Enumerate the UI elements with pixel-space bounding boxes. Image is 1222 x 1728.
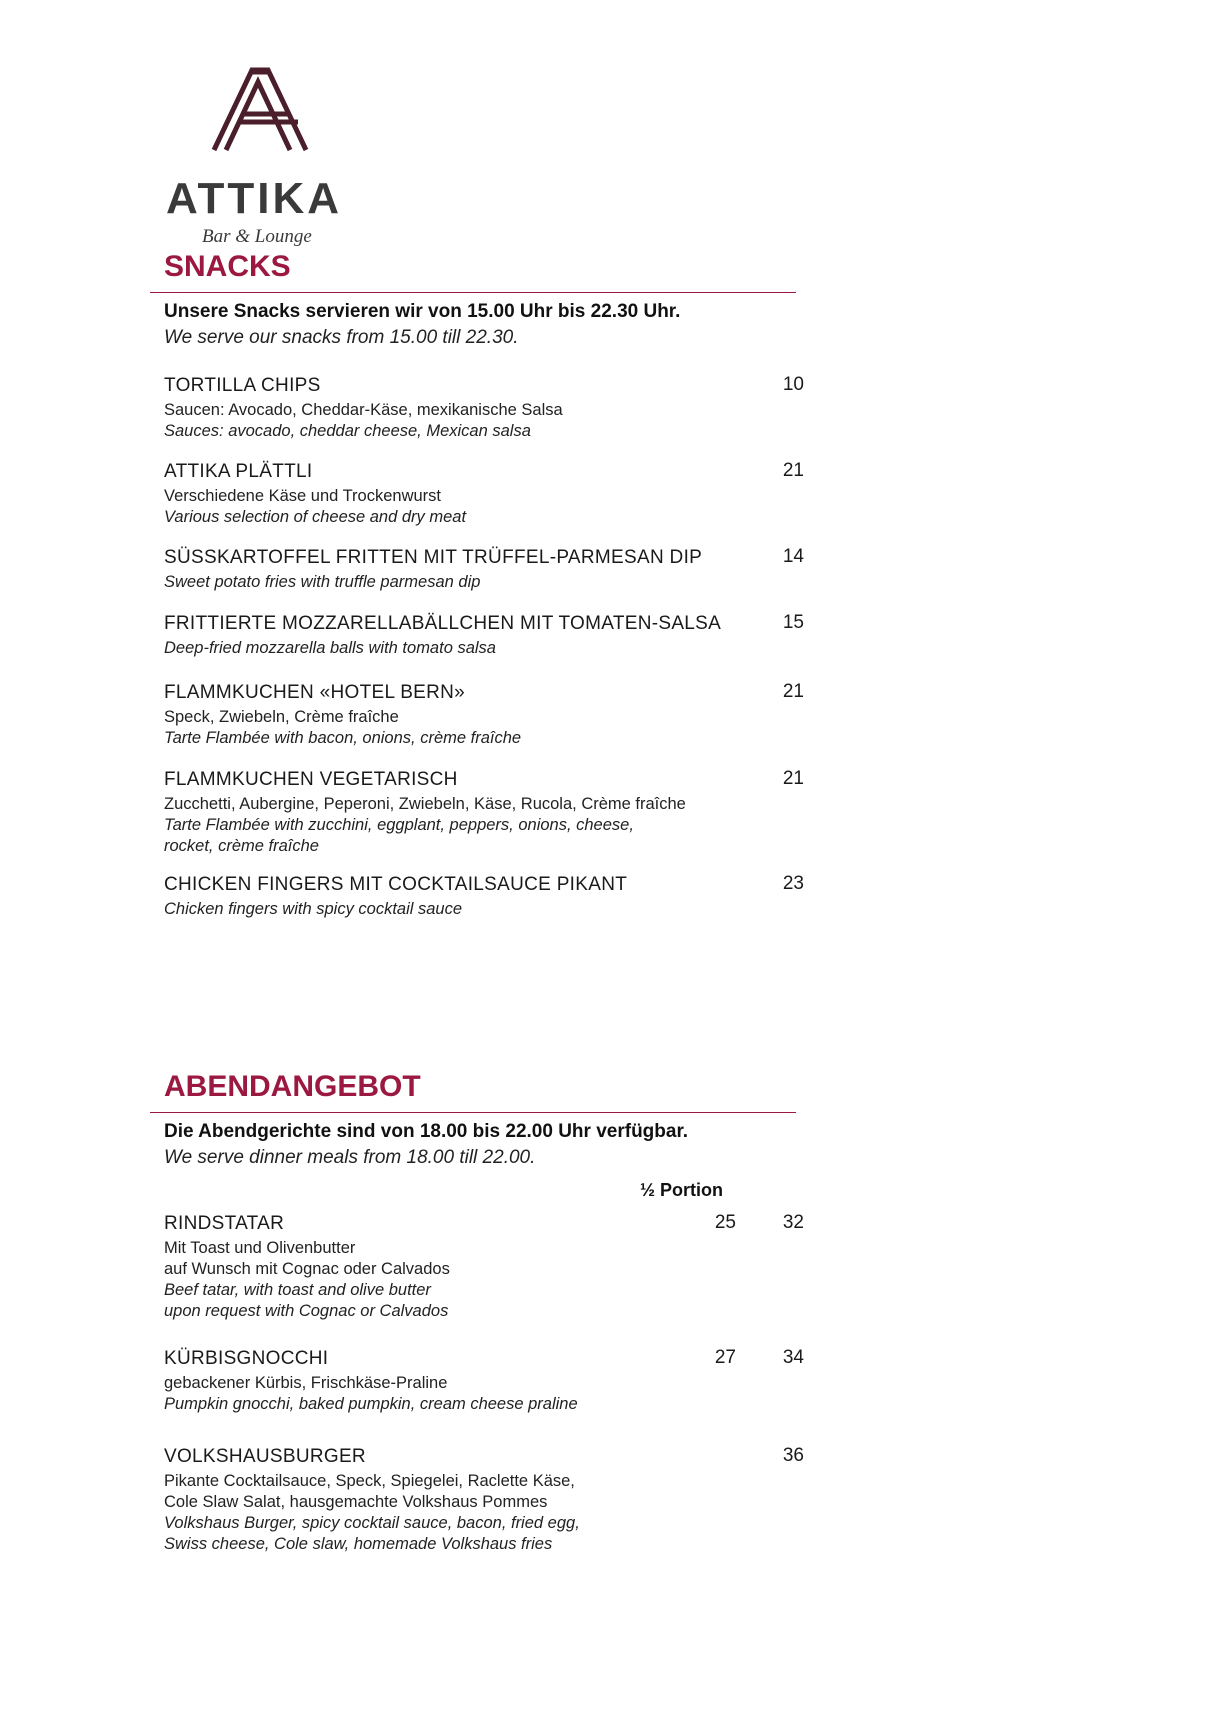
menu-item	[164, 1445, 804, 1555]
item-price: 23	[782, 873, 804, 894]
item-description-de: gebackener Kürbis, Frischkäse-Praline	[164, 1374, 448, 1392]
item-name: VOLKSHAUSBURGER	[164, 1446, 366, 1467]
item-description-de: Speck, Zwiebeln, Crème fraîche	[164, 708, 399, 726]
snacks-intro-en: We serve our snacks from 15.00 till 22.30.	[164, 327, 519, 348]
dinner-title: ABENDANGEBOT	[164, 1070, 421, 1103]
item-description-en: rocket, crème fraîche	[164, 837, 319, 855]
item-price: 21	[782, 681, 804, 702]
menu-item	[164, 681, 804, 749]
item-price: 14	[782, 546, 804, 567]
menu-item	[164, 768, 804, 857]
item-description-de: Zucchetti, Aubergine, Peperoni, Zwiebeln, Käse, Rucola, Crème fraîche	[164, 795, 686, 813]
dinner-section	[150, 1070, 804, 1630]
dinner-intro-en: We serve dinner meals from 18.00 till 22.00.	[164, 1147, 536, 1168]
item-name: FLAMMKUCHEN «HOTEL BERN»	[164, 682, 466, 703]
menu-item	[164, 873, 804, 920]
brand-logo	[150, 66, 390, 256]
item-name: ATTIKA PLÄTTLI	[164, 461, 313, 482]
item-name: CHICKEN FINGERS MIT COCKTAILSAUCE PIKANT	[164, 874, 628, 895]
item-price: 21	[782, 768, 804, 789]
dinner-divider	[150, 1112, 796, 1113]
snacks-intro-de: Unsere Snacks servieren wir von 15.00 Uhr bis 22.30 Uhr.	[164, 301, 681, 322]
item-price: 34	[782, 1347, 804, 1368]
item-description-en: Various selection of cheese and dry meat	[164, 508, 467, 526]
snacks-section	[150, 250, 804, 950]
item-description-de: Mit Toast und Olivenbutter	[164, 1239, 356, 1257]
item-name: FRITTIERTE MOZZARELLABÄLLCHEN MIT TOMATEN-SALSA	[164, 613, 722, 634]
item-description-en: Pumpkin gnocchi, baked pumpkin, cream cheese praline	[164, 1395, 578, 1413]
menu-item	[164, 460, 804, 528]
item-price: 21	[782, 460, 804, 481]
attika-a-mark-icon	[206, 66, 336, 152]
item-name: FLAMMKUCHEN VEGETARISCH	[164, 769, 458, 790]
brand-subtitle: Bar & Lounge	[202, 226, 312, 247]
menu-item	[164, 1347, 804, 1415]
item-description-en: Tarte Flambée with zucchini, eggplant, peppers, onions, cheese,	[164, 816, 634, 834]
item-price-half: 27	[714, 1347, 736, 1368]
item-price: 36	[782, 1445, 804, 1466]
menu-item	[164, 546, 804, 593]
item-name: SÜSSKARTOFFEL FRITTEN MIT TRÜFFEL-PARMESAN DIP	[164, 547, 703, 568]
item-price: 32	[782, 1212, 804, 1233]
half-portion-header: ½ Portion	[640, 1180, 724, 1200]
item-price: 10	[782, 374, 804, 395]
item-description-en: Sweet potato fries with truffle parmesan dip	[164, 573, 481, 591]
menu-item	[164, 1212, 804, 1322]
item-price: 15	[782, 612, 804, 633]
menu-item	[164, 374, 804, 442]
snacks-title: SNACKS	[164, 250, 291, 283]
item-description-en: Volkshaus Burger, spicy cocktail sauce, bacon, fried egg,	[164, 1514, 580, 1532]
item-name: TORTILLA CHIPS	[164, 375, 321, 396]
item-description-en: Chicken fingers with spicy cocktail sauce	[164, 900, 463, 918]
snacks-divider	[150, 292, 796, 293]
item-description-de: Verschiedene Käse und Trockenwurst	[164, 487, 441, 505]
item-description-de: Pikante Cocktailsauce, Speck, Spiegelei, Raclette Käse,	[164, 1472, 575, 1490]
item-price-half: 25	[714, 1212, 736, 1233]
item-description-de: Cole Slaw Salat, hausgemachte Volkshaus Pommes	[164, 1493, 548, 1511]
menu-item	[164, 612, 804, 659]
item-name: KÜRBISGNOCCHI	[164, 1348, 329, 1369]
item-description-de: Saucen: Avocado, Cheddar-Käse, mexikanische Salsa	[164, 401, 563, 419]
brand-name: ATTIKA	[166, 174, 343, 223]
item-name: RINDSTATAR	[164, 1213, 285, 1234]
item-description-en: Deep-fried mozzarella balls with tomato salsa	[164, 639, 496, 657]
item-description-en: Swiss cheese, Cole slaw, homemade Volkshaus fries	[164, 1535, 553, 1553]
item-description-de: auf Wunsch mit Cognac oder Calvados	[164, 1260, 450, 1278]
dinner-intro-de: Die Abendgerichte sind von 18.00 bis 22.00 Uhr verfügbar.	[164, 1121, 689, 1142]
item-description-en: upon request with Cognac or Calvados	[164, 1302, 449, 1320]
item-description-en: Tarte Flambée with bacon, onions, crème fraîche	[164, 729, 522, 747]
item-description-en: Beef tatar, with toast and olive butter	[164, 1281, 431, 1299]
item-description-en: Sauces: avocado, cheddar cheese, Mexican salsa	[164, 422, 531, 440]
